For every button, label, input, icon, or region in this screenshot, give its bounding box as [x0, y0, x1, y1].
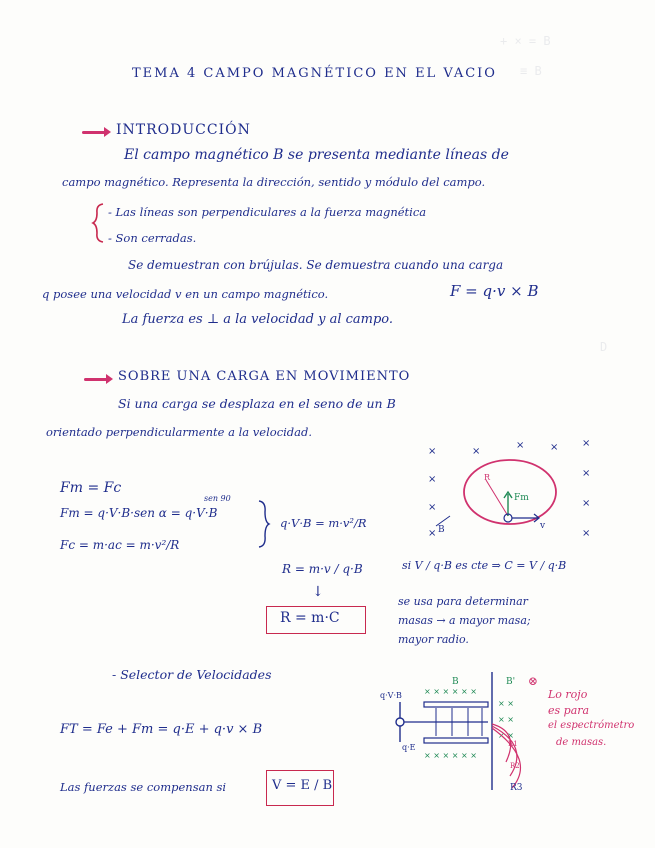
intro-line-3: Se demuestran con brújulas. Se demuestra cuando una carga — [128, 258, 504, 272]
svg-text:×: × — [428, 446, 437, 457]
svg-text:×: × — [428, 528, 437, 539]
svg-text:×: × — [516, 440, 525, 451]
svg-text:× × × × × ×: × × × × × × — [424, 687, 477, 696]
fig-label-r1: R1 — [508, 740, 518, 748]
moving-line-1: Si una carga se desplaza en el seno de un B — [118, 396, 396, 411]
fig-label-qe: q·E — [402, 743, 416, 752]
intro-line-4: q posee una velocidad v en un campo magnético. — [42, 287, 329, 301]
bleed-through-mark: ≡ B — [520, 64, 542, 78]
bleed-through-mark: + × = B — [500, 34, 551, 48]
selector-note-3: el espectrómetro — [548, 720, 635, 731]
eq-qvb: q·V·B = m·v²/R — [280, 516, 367, 530]
velocity-selector-diagram — [380, 672, 540, 792]
page-title: TEMA 4 CAMPO MAGNÉTICO EN EL VACIO — [132, 66, 497, 81]
intro-line-2: campo magnético. Representa la dirección, sentido y módulo del campo. — [62, 175, 486, 189]
svg-text:× ×: × × — [498, 699, 514, 708]
fig-label-b1: B — [452, 677, 459, 687]
fig-label-r: R — [484, 473, 491, 482]
circular-motion-diagram — [420, 440, 600, 540]
svg-text:×: × — [582, 468, 591, 479]
fig-label-qvb: q·V·B — [380, 691, 402, 700]
svg-text:×: × — [582, 438, 591, 449]
svg-text:× ×: × × — [498, 731, 514, 740]
intro-line-5: La fuerza es ⊥ a la velocidad y al campo. — [122, 312, 394, 327]
eq-fm: Fm = q·V·B·sen α = q·V·B — [60, 506, 218, 520]
section-heading-selector: - Selector de Velocidades — [112, 667, 272, 682]
moving-note-4: mayor radio. — [398, 633, 469, 646]
fig-label-b2: B' — [506, 677, 516, 687]
fig-label-r3: R3 — [510, 783, 523, 793]
svg-text:× ×: × × — [498, 715, 514, 724]
fig-label-b: B — [438, 525, 445, 535]
eq-radius: R = m·v / q·B — [282, 562, 363, 576]
section-heading-moving: SOBRE UNA CARGA EN MOVIMIENTO — [118, 369, 411, 384]
selector-note-2: es para — [548, 704, 590, 717]
svg-text:×: × — [582, 498, 591, 509]
intro-bullet-1: - Las líneas son perpendiculares a la fuerza magnética — [108, 205, 427, 219]
down-arrow-icon: ↓ — [312, 584, 324, 600]
moving-note-1: si V / q·B es cte ⇒ C = V / q·B — [402, 559, 567, 572]
selector-note-4: de masas. — [556, 737, 607, 748]
eq-fc: Fc = m·ac = m·v²/R — [60, 538, 180, 552]
eq-total-force: FT = Fe + Fm = q·E + q·v × B — [60, 722, 263, 737]
svg-text:×: × — [582, 528, 591, 539]
fig-label-v: v — [540, 521, 546, 531]
svg-text:×: × — [550, 442, 559, 453]
brace-icon — [92, 203, 106, 243]
eq-sen90-note: sen 90 — [204, 494, 231, 503]
fig-label-fm: Fm — [514, 493, 529, 503]
section-heading-intro: INTRODUCCIÓN — [116, 122, 251, 138]
moving-line-2: orientado perpendicularmente a la velocidad. — [46, 425, 313, 439]
moving-note-2: se usa para determinar — [398, 595, 528, 608]
eq-v-eb: V = E / B — [272, 778, 333, 793]
svg-text:× × × × × ×: × × × × × × — [424, 751, 477, 760]
section-arrow-icon — [82, 131, 106, 134]
intro-bullet-2: - Son cerradas. — [108, 231, 197, 245]
circled-x-icon: ⊗ — [528, 674, 539, 688]
moving-note-3: masas → a mayor masa; — [398, 614, 531, 627]
brace-right-icon — [258, 500, 270, 548]
lorentz-formula: F = q·v × B — [450, 282, 539, 300]
selector-note-1: Lo rojo — [548, 688, 588, 701]
eq-fm-fc: Fm = Fc — [60, 480, 122, 496]
bleed-through-mark: D — [600, 340, 608, 354]
fig-label-r2: R2 — [510, 762, 520, 770]
selector-line-1: Las fuerzas se compensan si — [60, 780, 227, 794]
intro-line-1: El campo magnético B se presenta mediante líneas de — [124, 147, 509, 163]
eq-r-mc: R = m·C — [280, 610, 340, 626]
section-arrow-icon — [84, 378, 108, 381]
svg-text:×: × — [428, 502, 437, 513]
svg-text:×: × — [428, 474, 437, 485]
svg-text:×: × — [472, 446, 481, 457]
